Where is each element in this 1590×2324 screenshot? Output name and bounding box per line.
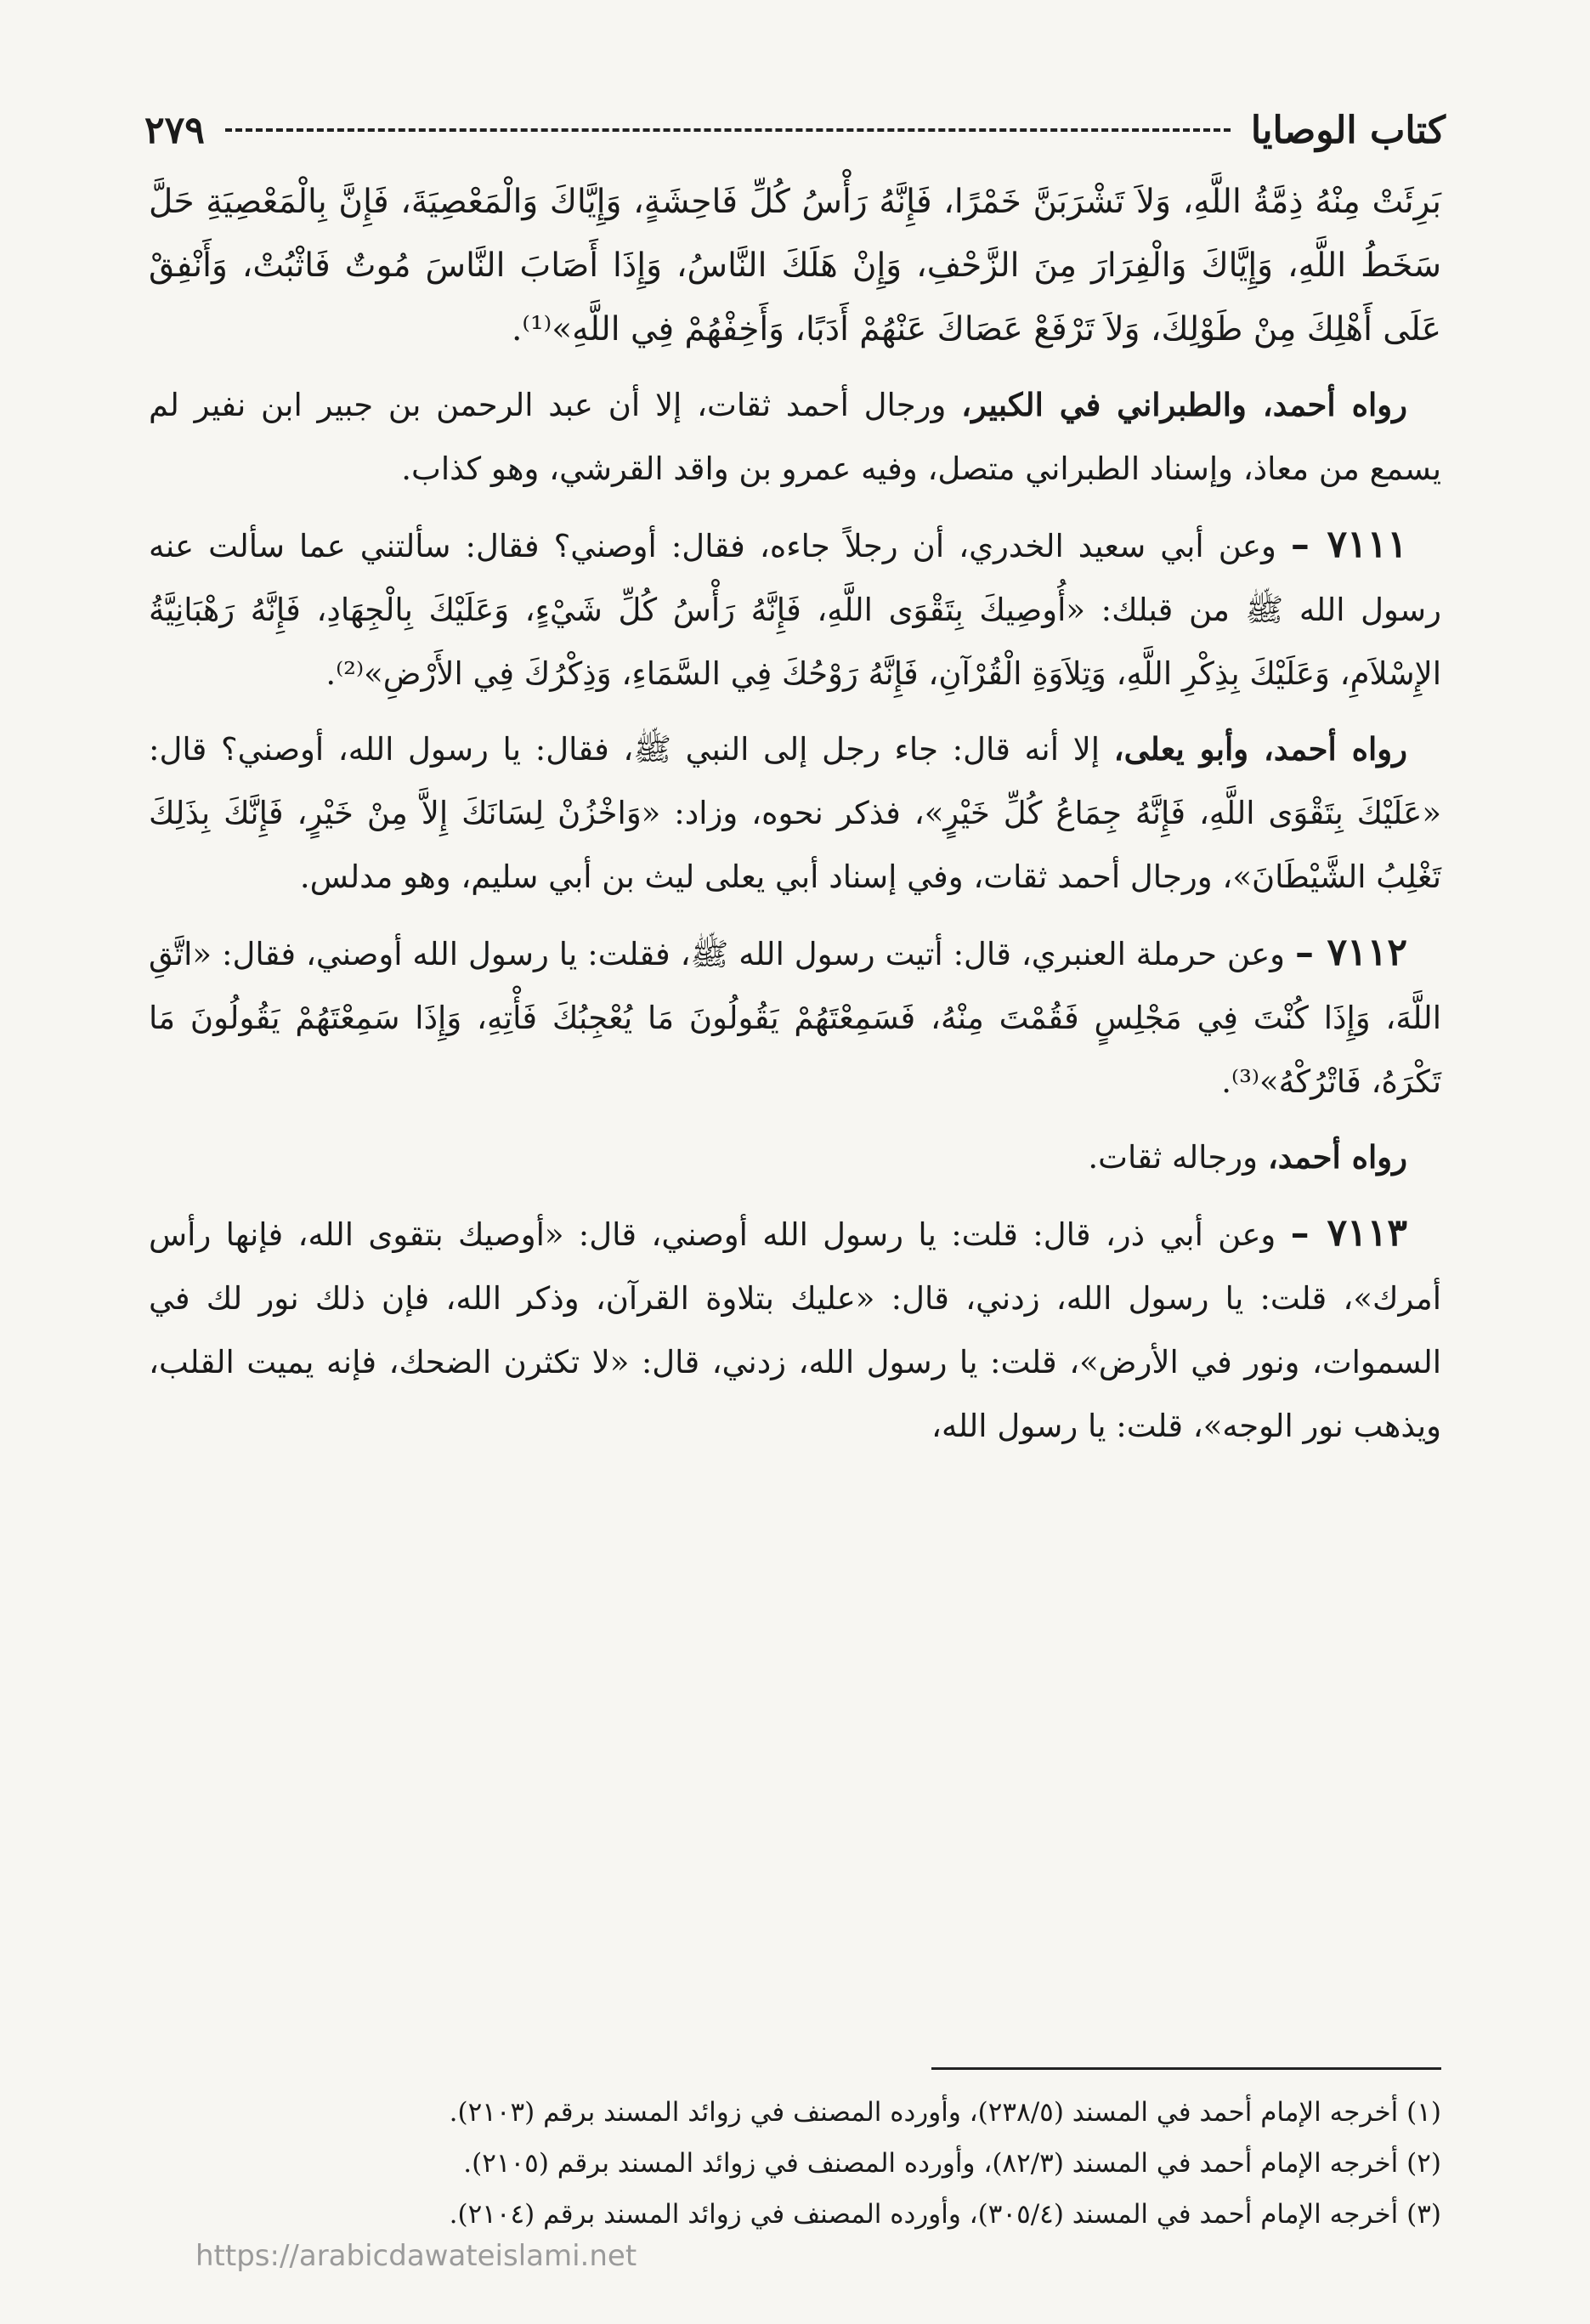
hadith-text-continued	[149, 170, 1441, 361]
hadith-number: ٧١١٣ –	[1290, 1211, 1407, 1255]
footnote: (٢) أخرجه الإمام أحمد في المسند (٨٢/٣)، وأورده المصنف في زوائد المسند برقم (٢١٠٥).	[463, 2148, 1441, 2179]
running-header	[144, 100, 1446, 160]
page-number: ٢٧٩	[144, 108, 205, 152]
source-bold: رواه أحمد،	[1267, 1138, 1407, 1176]
main-text	[149, 170, 1441, 1470]
paragraph-text: بَرِئَتْ مِنْهُ ذِمَّةُ اللَّهِ، وَلاَ تَشْرَبَنَّ خَمْرًا، فَإِنَّهُ رَأْسُ كُلِّ فَاحِشَةٍ، وَإِيَّاكَ وَالْمَعْصِيَةَ، فَإِنَّ بِالْمَعْصِيَةِ حَلَّ سَخَطُ اللَّهِ، وَإِيَّاكَ وَالْفِرَارَ مِنَ الزَّحْفِ، وَإِنْ هَلَكَ النَّاسُ، وَإِذَا أَصَابَ النَّاسَ مُوتٌ فَاثْبُتْ، وَأَنْفِقْ عَلَى أَهْلِكَ مِنْ طَوْلِكَ، وَلاَ تَرْفَعْ عَصَاكَ عَنْهُمْ أَدَبًا، وَأَخِفْهُمْ فِي اللَّهِ»⁽¹⁾.	[149, 183, 1441, 349]
hadith-number: ٧١١١ –	[1290, 523, 1407, 566]
paragraph-text: إلا أنه قال: جاء رجل إلى النبي ﷺ، فقال: يا رسول الله، أوصني؟ قال: «عَلَيْكَ بِتَقْوَى اللَّهِ، فَإِنَّهُ جِمَاعُ كُلِّ خَيْرٍ»، فذكر نحوه، وزاد: «وَاخْزُنْ لِسَانَكَ إِلاَّ مِنْ خَيْرٍ، فَإِنَّكَ بِذَلِكَ تَغْلِبُ الشَّيْطَانَ»، ورجال أحمد ثقات، وفي إسناد أبي يعلى ليث بن أبي سليم، وهو مدلس.	[149, 731, 1441, 895]
paragraph-text: وعن أبي ذر، قال: قلت: يا رسول الله أوصني، قال: «أوصيك بتقوى الله، فإنها رأس أمرك»، قلت: يا رسول الله، زدني، قال: «عليك بتلاوة القرآن، وذكر الله، فإن ذلك نور لك في السموات، ونور في الأرض»، قلت: يا رسول الله، زدني، قال: «لا تكثرن الضحك، فإنه يميت القلب، ويذهب نور الوجه»، قلت: يا رسول الله،	[149, 1216, 1441, 1444]
hadith-number: ٧١١٢ –	[1294, 931, 1408, 974]
header-dashed-rule	[225, 128, 1231, 132]
source-note	[149, 373, 1441, 501]
paragraph-text: ورجال أحمد ثقات، إلا أن عبد الرحمن بن جبير ابن نفير لم يسمع من معاذ، وإسناد الطبراني متصل، وفيه عمرو بن واقد القرشي، وهو كذاب.	[149, 387, 1441, 487]
watermark-url: https://arabicdawateislami.net	[195, 2239, 637, 2273]
hadith-7111	[149, 513, 1441, 706]
paragraph-text: وعن أبي سعيد الخدري، أن رجلاً جاءه، فقال: أوصني؟ فقال: سألتني عما سألت عنه رسول الله ﷺ من قبلك: «أُوصِيكَ بِتَقْوَى اللَّهِ، فَإِنَّهُ رَأْسُ كُلِّ شَيْءٍ، وَعَلَيْكَ بِالْجِهَادِ، فَإِنَّهُ رَهْبَانِيَّةُ الإِسْلاَمِ، وَعَلَيْكَ بِذِكْرِ اللَّهِ، وَتِلاَوَةِ الْقُرْآنِ، فَإِنَّهُ رَوْحُكَ فِي السَّمَاءِ، وَذِكْرُكَ فِي الأَرْضِ»⁽²⁾.	[149, 528, 1441, 692]
paragraph-text: وعن حرملة العنبري، قال: أتيت رسول الله ﷺ، فقلت: يا رسول الله أوصني، فقال: «اتَّقِ اللَّهَ، وَإِذَا كُنْتَ فِي مَجْلِسٍ فَقُمْتَ مِنْهُ، فَسَمِعْتَهُمْ يَقُولُونَ مَا يُعْجِبُكَ فَأْتِهِ، وَإِذَا سَمِعْتَهُمْ يَقُولُونَ مَا تَكْرَهُ، فَاتْرُكْهُ»⁽³⁾.	[149, 936, 1441, 1100]
source-bold: رواه أحمد، وأبو يعلى،	[1113, 730, 1407, 768]
footnote: (٣) أخرجه الإمام أحمد في المسند (٣٠٥/٤)، وأورده المصنف في زوائد المسند برقم (٢١٠٤).	[449, 2199, 1441, 2230]
source-bold: رواه أحمد، والطبراني في الكبير،	[961, 386, 1407, 423]
hadith-7112	[149, 921, 1441, 1114]
source-note	[149, 717, 1441, 909]
footnote-separator	[931, 2067, 1441, 2070]
footnote: (١) أخرجه الإمام أحمد في المسند (٢٣٨/٥)، وأورده المصنف في زوائد المسند برقم (٢١٠٣).	[449, 2097, 1441, 2128]
chapter-title: كتاب الوصايا	[1250, 108, 1446, 152]
source-note	[149, 1125, 1441, 1189]
hadith-7113	[149, 1201, 1441, 1458]
paragraph-text: ورجاله ثقات.	[1088, 1139, 1268, 1176]
footnotes	[149, 2087, 1441, 2240]
